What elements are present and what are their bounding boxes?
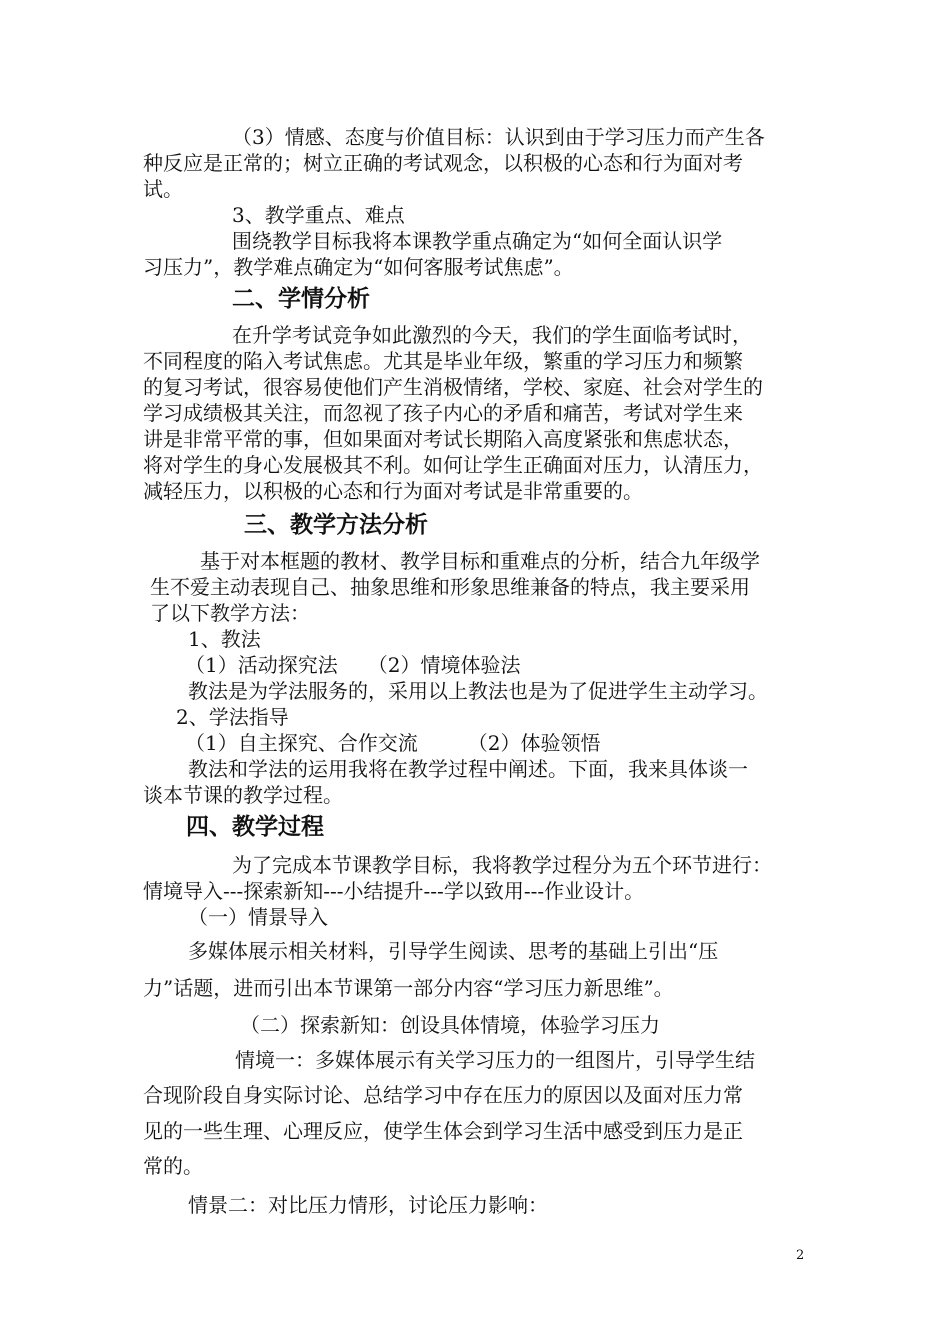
section-heading: 三、教学方法分析 [244, 511, 428, 538]
text-line: 了以下教学方法： [150, 601, 310, 625]
text-line: 学习成绩极其关注，而忽视了孩子内心的矛盾和痛苦，考试对学生来 [143, 401, 743, 425]
text-line: 的复习考试，很容易使他们产生消极情绪，学校、家庭、社会对学生的 [143, 375, 763, 399]
text-line: 合现阶段自身实际讨论、总结学习中存在压力的原因以及面对压力常 [143, 1083, 743, 1107]
text-line: 生不爱主动表现自己、抽象思维和形象思维兼备的特点，我主要采用 [150, 575, 750, 599]
text-line: （1）自主探究、合作交流 （2）体验领悟 [185, 731, 601, 755]
text-line: 情境一：多媒体展示有关学习压力的一组图片，引导学生结 [235, 1048, 755, 1072]
text-line: 力”话题，进而引出本节课第一部分内容“学习压力新思维”。 [143, 976, 674, 1000]
text-line: 教法和学法的运用我将在教学过程中阐述。下面，我来具体谈一 [188, 757, 748, 781]
text-line: 谈本节课的教学过程。 [143, 783, 343, 807]
section-heading: 四、教学过程 [186, 813, 324, 840]
text-line: 减轻压力，以积极的心态和行为面对考试是非常重要的。 [143, 479, 643, 503]
section-heading: 二、学情分析 [232, 285, 370, 312]
text-line: 2、学法指导 [176, 705, 289, 729]
text-line: （1）活动探究法 （2）情境体验法 [185, 653, 521, 677]
text-line: 为了完成本节课教学目标，我将教学过程分为五个环节进行： [232, 853, 772, 877]
text-line: 常的。 [143, 1154, 203, 1178]
text-line: 习压力”，教学难点确定为“如何客服考试焦虑”。 [143, 255, 574, 279]
page-number: 2 [796, 1248, 805, 1263]
text-line: 情景二：对比压力情形，讨论压力影响： [188, 1193, 548, 1217]
text-line: 试。 [143, 177, 183, 201]
text-line: 围绕教学目标我将本课教学重点确定为“如何全面认识学 [232, 229, 723, 253]
text-line: 不同程度的陷入考试焦虑。尤其是毕业年级，繁重的学习压力和频繁 [143, 349, 743, 373]
text-line: （一）情景导入 [188, 905, 328, 929]
text-line: 种反应是正常的；树立正确的考试观念，以积极的心态和行为面对考 [143, 151, 743, 175]
text-line: 多媒体展示相关材料，引导学生阅读、思考的基础上引出“压 [188, 939, 719, 963]
text-line: 讲是非常平常的事，但如果面对考试长期陷入高度紧张和焦虑状态， [143, 427, 743, 451]
text-line: 情境导入---探索新知---小结提升---学以致用---作业设计。 [143, 879, 645, 903]
text-line: 见的一些生理、心理反应，使学生体会到学习生活中感受到压力是正 [143, 1119, 743, 1143]
text-line: 在升学考试竞争如此激烈的今天，我们的学生面临考试时， [232, 323, 752, 347]
text-line: 基于对本框题的教材、教学目标和重难点的分析，结合九年级学 [200, 549, 760, 573]
text-line: 1、教法 [188, 627, 261, 651]
text-line: （二）探索新知：创设具体情境，体验学习压力 [240, 1013, 660, 1037]
text-line: 将对学生的身心发展极其不利。如何让学生正确面对压力，认清压力， [143, 453, 763, 477]
text-line: 3、教学重点、难点 [232, 203, 405, 227]
text-line: 教法是为学法服务的，采用以上教法也是为了促进学生主动学习。 [188, 679, 768, 703]
text-line: （3）情感、态度与价值目标：认识到由于学习压力而产生各 [232, 125, 765, 149]
